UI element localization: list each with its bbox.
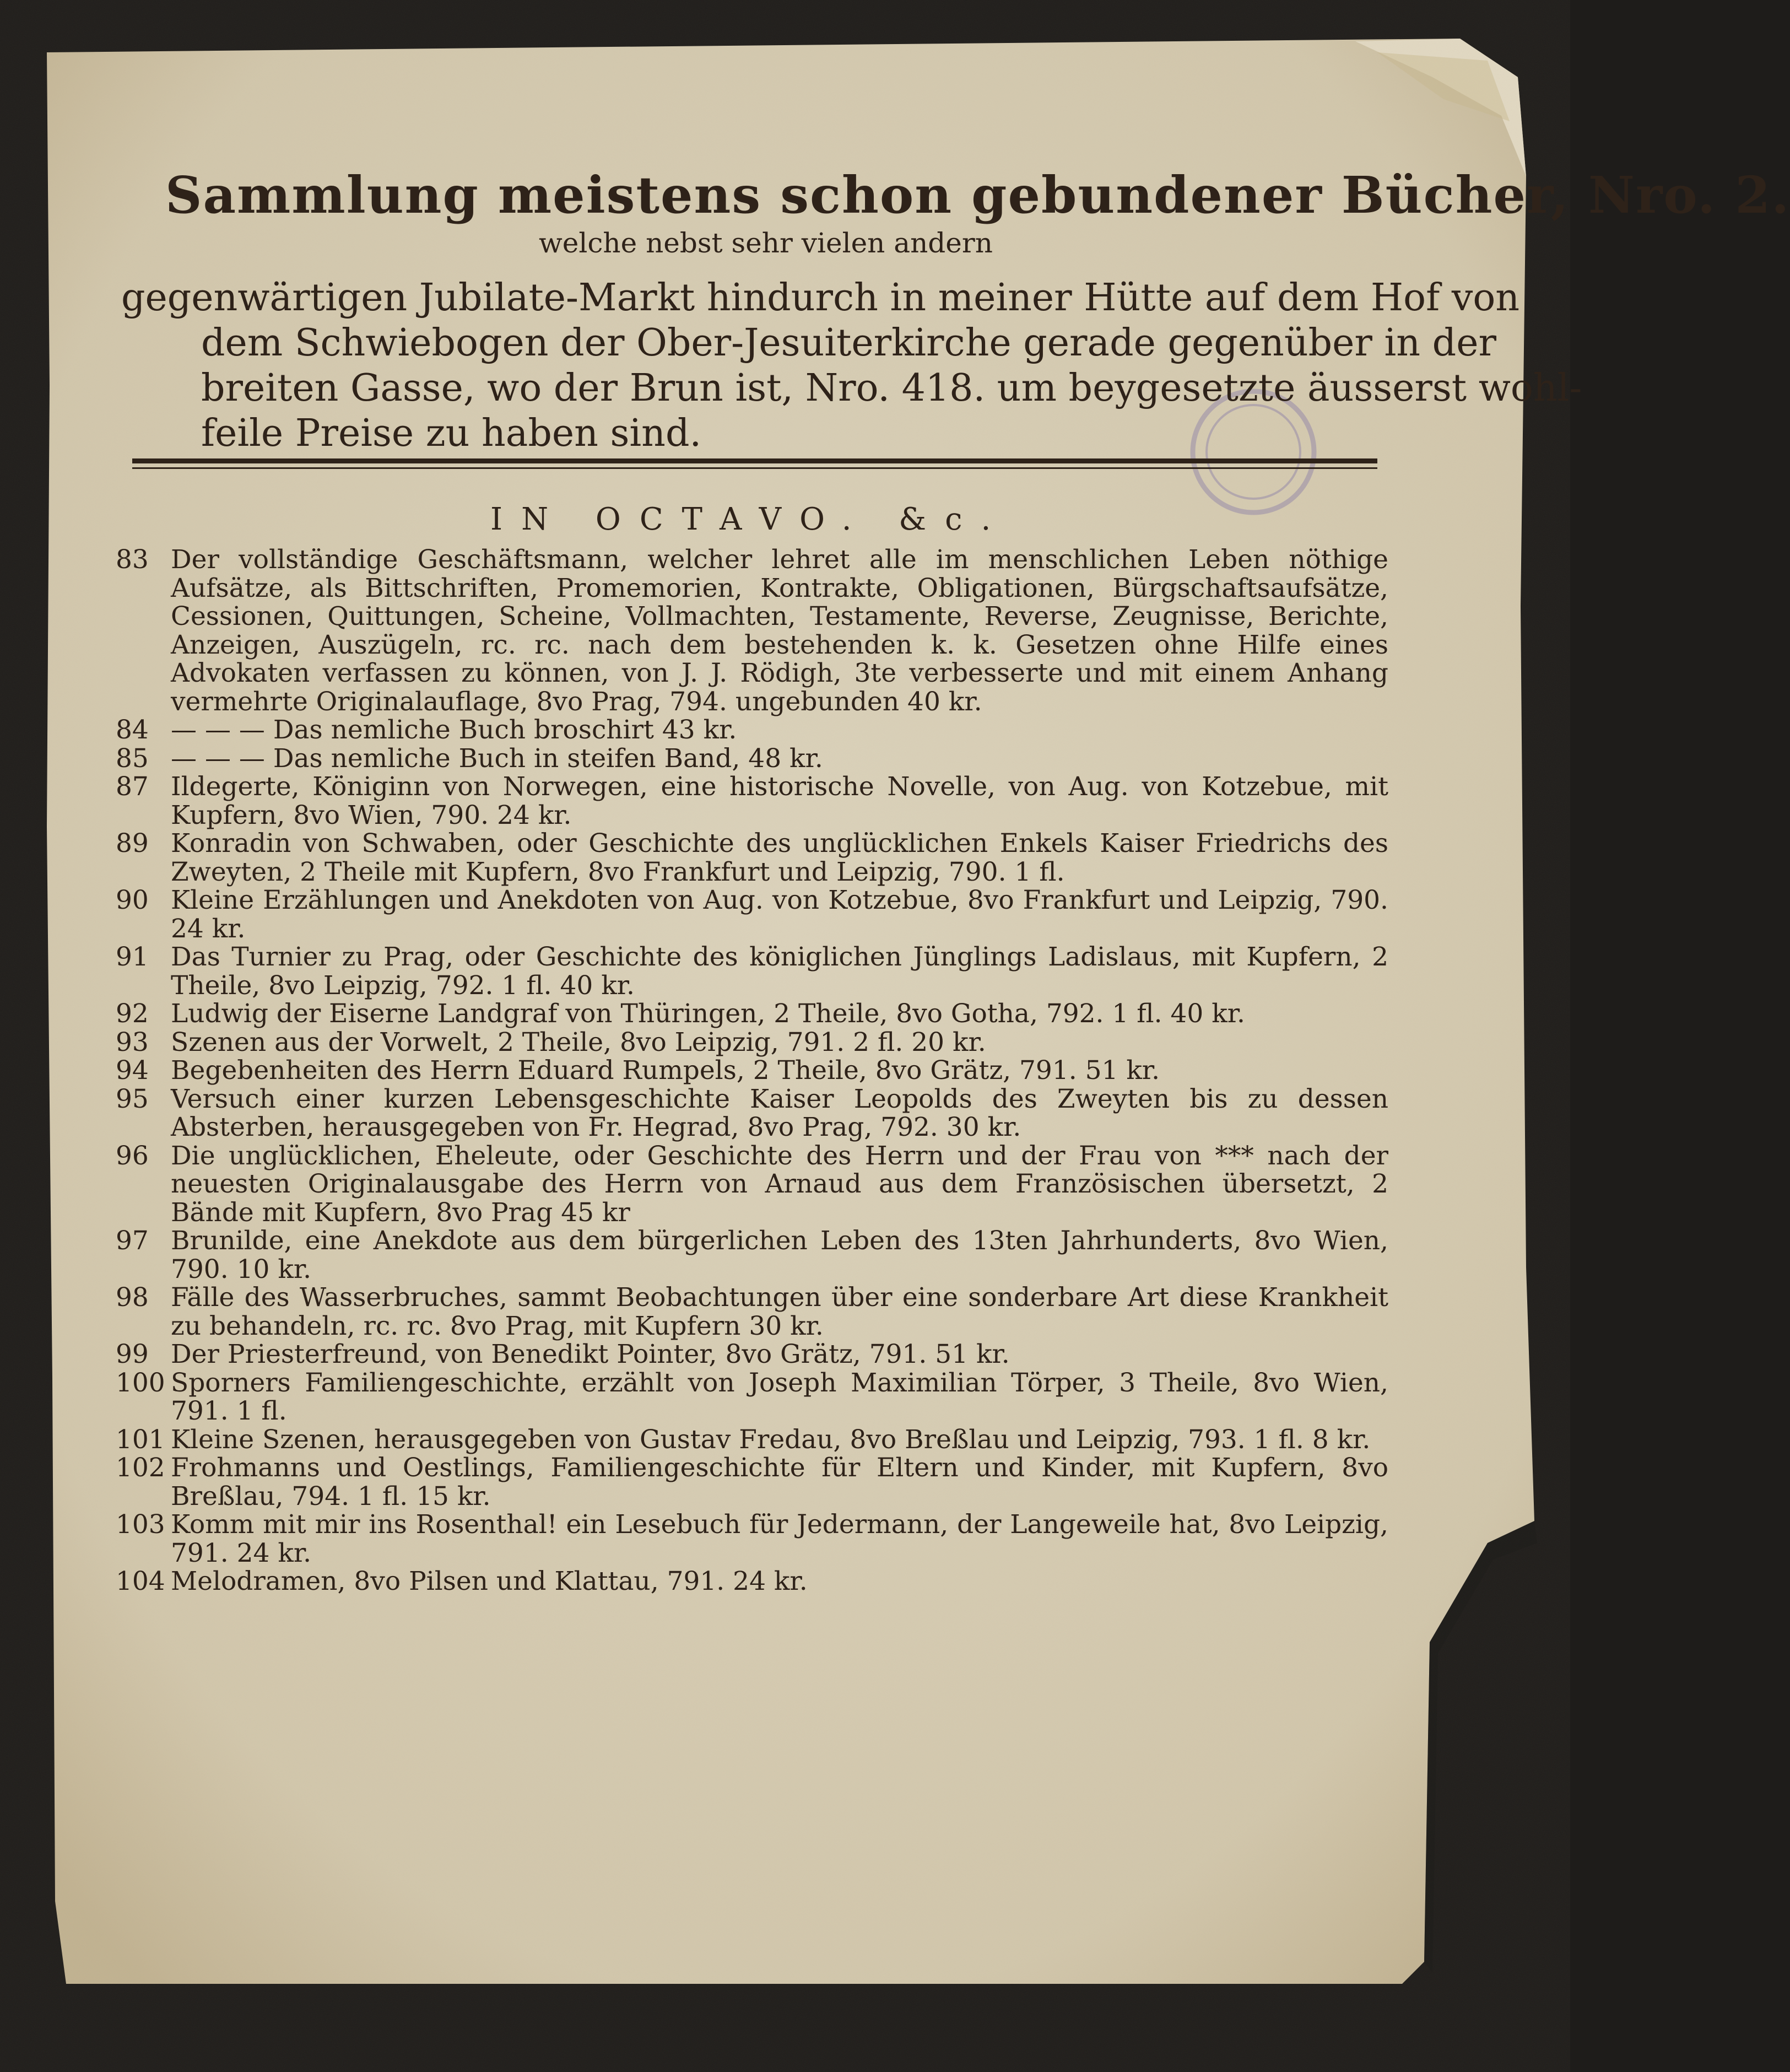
list-item	[116, 546, 1388, 716]
heading-rule	[132, 467, 1377, 469]
entry-number: 96	[116, 1140, 149, 1171]
intro-line: feile Preise zu haben sind.	[201, 412, 702, 455]
list-item	[116, 943, 1388, 1000]
entry-text: Der vollständige Geschäftsmann, welcher lehret alle im menschlichen Leben nöthige Aufsätze, als Bittschriften, Promemorien, Kontrakte, Obligationen, Bürgschaftsaufsätze, Cessionen, Quittungen, Scheine, Vollmachten, Testamente, Reverse, Zeugnisse, Berichte, Anzeigen, Auszügeln, rc. rc. nach dem bestehenden k. k. Gesetzen ohne Hilfe eines Advokaten verfassen zu können, von J. J. Rödigh, 3te verbesserte und mit einem Anhang vermehrte Originalauflage, 8vo Prag, 794. ungebunden 40 kr.	[171, 544, 1388, 717]
intro-line: gegenwärtigen Jubilate-Markt hindurch in meiner Hütte auf dem Hof von	[121, 276, 1520, 320]
entry-number: 102	[116, 1453, 165, 1483]
entry-text: Versuch einer kurzen Lebensgeschichte Kaiser Leopolds des Zweyten bis zu dessen Absterben, herausgegeben von Fr. Hegrad, 8vo Prag, 792. 30 kr.	[171, 1083, 1388, 1142]
entry-text: Konradin von Schwaben, oder Geschichte des unglücklichen Enkels Kaiser Friedrichs des Zweyten, 2 Theile mit Kupfern, 8vo Frankfurt und Leipzig, 790. 1 fl.	[171, 828, 1388, 887]
entry-text: Sporners Familiengeschichte, erzählt von Joseph Maximilian Törper, 3 Theile, 8vo Wien, 791. 1 fl.	[171, 1367, 1388, 1426]
entry-text: Fälle des Wasserbruches, sammt Beobachtungen über eine sonderbare Art diese Krankheit zu behandeln, rc. rc. 8vo Prag, mit Kupfern 30 kr.	[171, 1282, 1388, 1341]
entry-number: 100	[116, 1367, 165, 1398]
entry-text: Ludwig der Eiserne Landgraf von Thüringen, 2 Theile, 8vo Gotha, 792. 1 fl. 40 kr.	[171, 999, 1245, 1029]
entry-number: 83	[116, 544, 149, 575]
entry-text: Melodramen, 8vo Pilsen und Klattau, 791. 24 kr.	[171, 1566, 808, 1596]
list-item	[116, 1000, 1388, 1028]
document-title: Sammlung meistens schon gebundener Bücher, Nro. 2.	[165, 165, 1790, 225]
intro-paragraph	[121, 276, 1582, 456]
entry-number: 94	[116, 1055, 149, 1086]
list-item	[116, 886, 1388, 943]
list-item	[116, 1369, 1388, 1426]
intro-line: dem Schwiebogen der Ober-Jesuiterkirche gerade gegenüber in der	[201, 321, 1496, 365]
entry-number: 91	[116, 942, 149, 972]
intro-line: breiten Gasse, wo der Brun ist, Nro. 418. um beygesetzte äusserst wohl-	[201, 366, 1582, 410]
list-item	[116, 1510, 1388, 1567]
list-item	[116, 1085, 1388, 1142]
list-item	[116, 773, 1388, 829]
entry-text: Das Turnier zu Prag, oder Geschichte des königlichen Jünglings Ladislaus, mit Kupfern, 2 Theile, 8vo Leipzig, 792. 1 fl. 40 kr.	[171, 942, 1388, 1001]
entry-text: Kleine Szenen, herausgegeben von Gustav Fredau, 8vo Breßlau und Leipzig, 793. 1 fl. 8 kr.	[171, 1424, 1371, 1455]
entry-text: Die unglücklichen, Eheleute, oder Geschichte des Herrn und der Frau von *** nach der neuesten Originalausgabe des Herrn von Arnaud aus dem Französischen übersetzt, 2 Bände mit Kupfern, 8vo Prag 45 kr	[171, 1140, 1388, 1228]
entry-number: 93	[116, 1027, 149, 1057]
entry-number: 92	[116, 999, 149, 1029]
book-list	[116, 546, 1388, 1596]
entry-number: 85	[116, 743, 149, 774]
entry-text: Brunilde, eine Anekdote aus dem bürgerlichen Leben des 13ten Jahrhunderts, 8vo Wien, 790. 10 kr.	[171, 1226, 1388, 1285]
entry-text: Szenen aus der Vorwelt, 2 Theile, 8vo Leipzig, 791. 2 fl. 20 kr.	[171, 1027, 986, 1057]
list-item	[116, 1283, 1388, 1340]
list-item	[116, 1227, 1388, 1283]
list-item	[116, 1340, 1388, 1369]
entry-text: — — — Das nemliche Buch broschirt 43 kr.	[171, 715, 737, 745]
entry-number: 97	[116, 1226, 149, 1256]
list-item	[116, 1426, 1388, 1454]
list-item	[116, 829, 1388, 886]
entry-text: Begebenheiten des Herrn Eduard Rumpels, 2 Theile, 8vo Grätz, 791. 51 kr.	[171, 1055, 1160, 1086]
entry-text: — — — Das nemliche Buch in steifen Band, 48 kr.	[171, 743, 823, 774]
list-item	[116, 1454, 1388, 1510]
list-item	[116, 1056, 1388, 1085]
list-item	[116, 1142, 1388, 1227]
entry-number: 99	[116, 1339, 149, 1369]
entry-number: 84	[116, 715, 149, 745]
document-subtitle: welche nebst sehr vielen andern	[539, 227, 993, 259]
entry-number: 101	[116, 1424, 165, 1455]
entry-text: Frohmanns und Oestlings, Familiengeschichte für Eltern und Kinder, mit Kupfern, 8vo Breßlau, 794. 1 fl. 15 kr.	[171, 1453, 1388, 1512]
entry-text: Der Priesterfreund, von Benedikt Pointer, 8vo Grätz, 791. 51 kr.	[171, 1339, 1010, 1369]
section-heading: IN OCTAVO. &c.	[490, 501, 1010, 537]
list-item	[116, 1028, 1388, 1057]
entry-number: 98	[116, 1282, 149, 1313]
list-item	[116, 1567, 1388, 1596]
entry-number: 87	[116, 771, 149, 802]
entry-number: 95	[116, 1083, 149, 1114]
entry-number: 89	[116, 828, 149, 859]
list-item	[116, 716, 1388, 744]
entry-number: 104	[116, 1566, 165, 1596]
list-item	[116, 744, 1388, 773]
entry-number: 103	[116, 1509, 165, 1540]
entry-text: Ildegerte, Königinn von Norwegen, eine historische Novelle, von Aug. von Kotzebue, mit Kupfern, 8vo Wien, 790. 24 kr.	[171, 771, 1388, 830]
entry-text: Kleine Erzählungen und Anekdoten von Aug. von Kotzebue, 8vo Frankfurt und Leipzig, 790. 24 kr.	[171, 885, 1388, 944]
heading-rule	[132, 458, 1377, 463]
entry-text: Komm mit mir ins Rosenthal! ein Lesebuch für Jedermann, der Langeweile hat, 8vo Leipzig, 791. 24 kr.	[171, 1509, 1388, 1568]
entry-number: 90	[116, 885, 149, 915]
